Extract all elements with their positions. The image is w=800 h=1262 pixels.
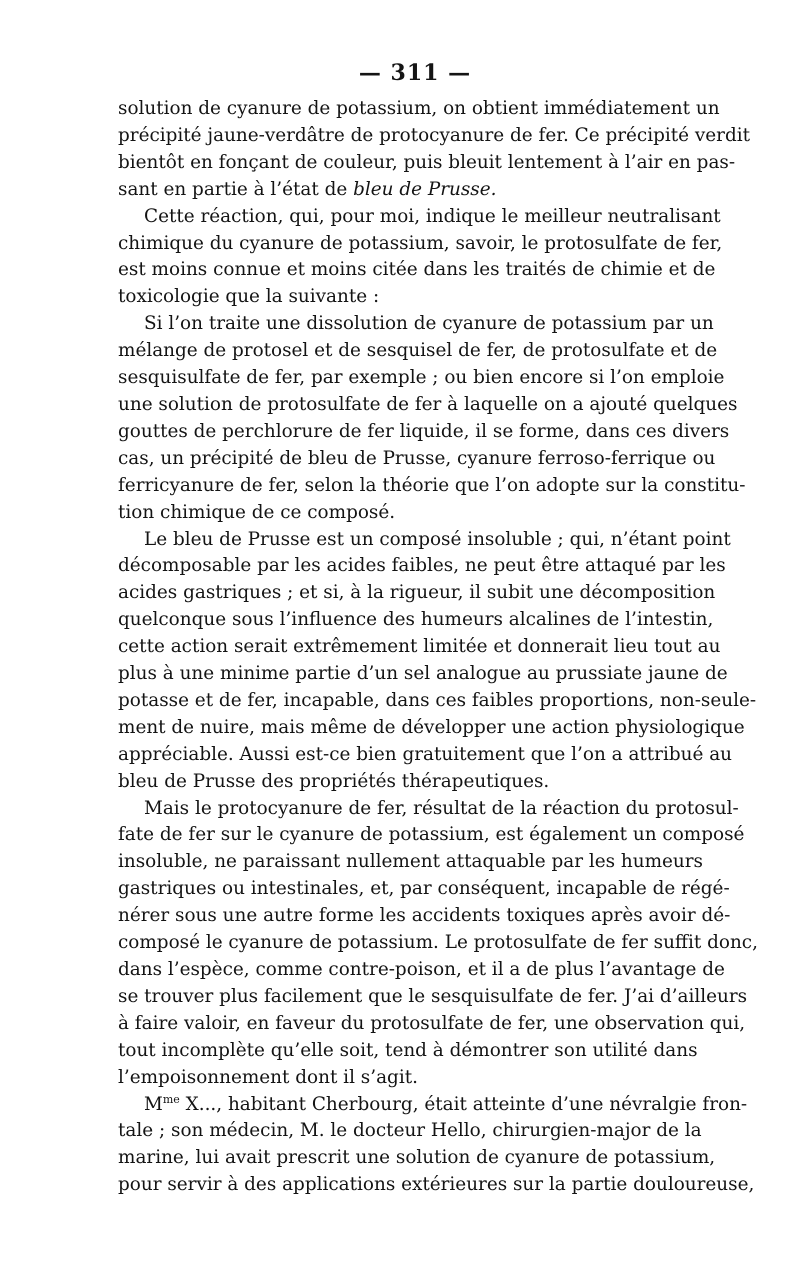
line-text: cas, un précipité de bleu de Prusse, cyanure ferroso-ferrique ou bbox=[118, 447, 716, 469]
text-line bbox=[118, 688, 757, 715]
text-line bbox=[118, 1065, 672, 1092]
text-line bbox=[118, 1092, 748, 1119]
abbreviation-superscript: me bbox=[162, 1092, 180, 1106]
line-text: bleu de Prusse des propriétés thérapeutiques. bbox=[118, 770, 550, 792]
text-line bbox=[118, 580, 716, 607]
text-line bbox=[118, 903, 731, 930]
line-text: marine, lui avait prescrit une solution de cyanure de potassium, bbox=[118, 1147, 716, 1169]
line-text: cette action serait extrêmement limitée et donnerait lieu tout au bbox=[118, 636, 721, 658]
paragraph-p2 bbox=[118, 204, 723, 312]
text-line bbox=[118, 231, 723, 258]
line-text: tion chimique de ce composé. bbox=[118, 501, 396, 523]
line-text: Mais le protocyanure de fer, résultat de la réaction du protosul- bbox=[144, 797, 739, 819]
text-line bbox=[118, 204, 721, 231]
line-text: sesquisulfate de fer, par exemple ; ou bien encore si l’on emploie bbox=[118, 367, 725, 389]
text-line bbox=[118, 446, 716, 473]
line-text: insoluble, ne paraissant nullement attaquable par les humeurs bbox=[118, 851, 703, 873]
paragraph-p5 bbox=[118, 796, 758, 1092]
text-line bbox=[118, 1118, 702, 1145]
text-line bbox=[118, 661, 728, 688]
line-text: dans l’espèce, comme contre-poison, et il a de plus l’avantage de bbox=[118, 959, 725, 980]
line-text: gouttes de perchlorure de fer liquide, il se forme, dans ces divers bbox=[118, 420, 730, 442]
text-line bbox=[118, 392, 738, 419]
text-line bbox=[118, 1011, 746, 1038]
line-text: solution de cyanure de potassium, on obtient immédiatement un bbox=[118, 98, 720, 119]
abbreviation: M bbox=[144, 1093, 163, 1115]
text-line bbox=[118, 527, 731, 554]
line-text: Le bleu de Prusse est un composé insoluble ; qui, n’étant point bbox=[144, 528, 731, 550]
line-text: mélange de protosel et de sesquisel de fer, de protosulfate et de bbox=[118, 340, 718, 362]
text-line bbox=[118, 1038, 698, 1065]
text-body bbox=[118, 96, 758, 1199]
line-text: toxicologie que la suivante : bbox=[118, 286, 380, 308]
text-line bbox=[118, 123, 750, 150]
text-line bbox=[118, 1172, 755, 1199]
text-line bbox=[118, 500, 672, 527]
line-text: sant en partie à l’état de bbox=[118, 178, 348, 200]
line-text: chimique du cyanure de potassium, savoir, le protosulfate de fer, bbox=[118, 232, 723, 254]
text-line bbox=[118, 822, 745, 849]
text-line bbox=[118, 257, 716, 284]
line-text: potasse et de fer, incapable, dans ces faibles proportions, non-seule- bbox=[118, 689, 757, 711]
line-text: gastriques ou intestinales, et, par conséquent, incapable de régé- bbox=[118, 878, 730, 900]
line-text: l’empoisonnement dont il s’agit. bbox=[118, 1066, 418, 1088]
line-text: tale ; son médecin, M. le docteur Hello, chirurgien-major de la bbox=[118, 1120, 702, 1142]
line-text: ment de nuire, mais même de développer une action physiologique bbox=[118, 716, 745, 738]
line-text: décomposable par les acides faibles, ne peut être attaqué par les bbox=[118, 555, 726, 577]
text-line bbox=[118, 1145, 716, 1172]
line-text: composé le cyanure de potassium. Le protosulfate de fer suffit donc, bbox=[118, 932, 758, 954]
text-line bbox=[118, 473, 746, 500]
text-line bbox=[118, 634, 721, 661]
page-number: — 311 — bbox=[358, 60, 472, 86]
paragraph-p4 bbox=[118, 527, 757, 796]
line-text: tout incomplète qu’elle soit, tend à démontrer son utilité dans bbox=[118, 1039, 698, 1061]
book-page bbox=[118, 58, 758, 1199]
line-text: X..., habitant Cherbourg, était atteinte d’une névralgie fron- bbox=[179, 1093, 748, 1115]
line-text: bientôt en fonçant de couleur, puis bleuit lentement à l’air en pas- bbox=[118, 151, 736, 173]
text-line bbox=[118, 876, 730, 903]
line-text: précipité jaune-verdâtre de protocyanure de fer. Ce précipité verdit bbox=[118, 124, 750, 146]
line-text: appréciable. Aussi est-ce bien gratuitement que l’on a attribué au bbox=[118, 743, 733, 765]
line-text: Si l’on traite une dissolution de cyanure de potassium par un bbox=[144, 313, 714, 335]
text-line bbox=[118, 742, 733, 769]
text-line bbox=[118, 553, 726, 580]
text-line bbox=[118, 930, 758, 957]
line-text: fate de fer sur le cyanure de potassium, est également un composé bbox=[118, 824, 745, 846]
text-line bbox=[118, 796, 739, 823]
text-line bbox=[118, 957, 725, 984]
text-line bbox=[118, 607, 714, 634]
line-text: plus à une minime partie d’un sel analogue au prussiate jaune de bbox=[118, 663, 728, 685]
line-text: pour servir à des applications extérieures sur la partie douloureuse, bbox=[118, 1174, 755, 1196]
text-line bbox=[118, 769, 672, 796]
text-line bbox=[118, 419, 730, 446]
text-line bbox=[118, 96, 720, 123]
paragraph-p3 bbox=[118, 311, 746, 526]
text-line bbox=[118, 338, 718, 365]
text-line bbox=[118, 177, 672, 204]
line-text: est moins connue et moins citée dans les traités de chimie et de bbox=[118, 259, 716, 281]
text-line bbox=[118, 715, 745, 742]
text-line bbox=[118, 311, 714, 338]
text-line bbox=[118, 849, 703, 876]
line-text: ferricyanure de fer, selon la théorie que l’on adopte sur la constitu- bbox=[118, 474, 746, 496]
line-text: acides gastriques ; et si, à la rigueur, il subit une décomposition bbox=[118, 582, 716, 604]
line-text: une solution de protosulfate de fer à laquelle on a ajouté quelques bbox=[118, 393, 738, 415]
paragraph-p1 bbox=[118, 96, 750, 204]
text-line bbox=[118, 284, 672, 311]
text-line bbox=[118, 150, 736, 177]
italic-term: bleu de Prusse. bbox=[353, 178, 497, 200]
paragraph-p6 bbox=[118, 1092, 755, 1200]
text-line bbox=[118, 365, 725, 392]
line-text: nérer sous une autre forme les accidents toxiques après avoir dé- bbox=[118, 905, 731, 927]
line-text: quelconque sous l’influence des humeurs alcalines de l’intestin, bbox=[118, 609, 714, 631]
text-line bbox=[118, 984, 748, 1011]
line-text: Cette réaction, qui, pour moi, indique le meilleur neutralisant bbox=[144, 205, 721, 227]
line-text: se trouver plus facilement que le sesquisulfate de fer. J’ai d’ailleurs bbox=[118, 985, 748, 1007]
line-text: à faire valoir, en faveur du protosulfate de fer, une observation qui, bbox=[118, 1012, 746, 1034]
